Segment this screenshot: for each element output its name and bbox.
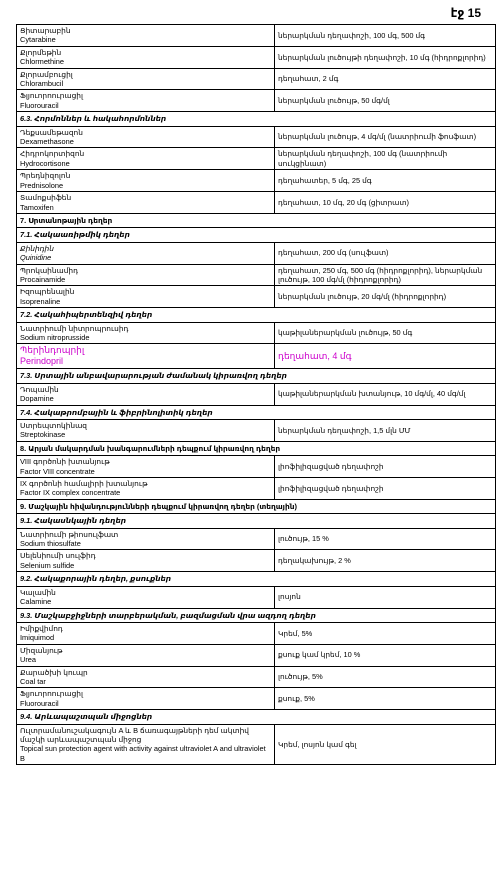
dosage-form-cell: դեղահատ, 250 մգ, 500 մգ (հիդրոքլորիդ), ներարկման լուծույթ, 100 մգ/մլ (հիդրոքլորիդ) bbox=[275, 264, 496, 286]
table-row bbox=[17, 344, 496, 369]
drug-name-english: Streptokinase bbox=[20, 430, 66, 440]
drug-name-english: Dexamethasone bbox=[20, 137, 74, 147]
drug-name-english: Tamoxifen bbox=[20, 202, 54, 212]
drug-name-armenian: Իմիքվիմոդ bbox=[20, 623, 63, 633]
table-row bbox=[17, 478, 496, 500]
drug-name-english: Dopamine bbox=[20, 394, 54, 404]
subsection-heading bbox=[17, 369, 496, 383]
section-title: 6.3. Հորմոններ և հակահորմոններ bbox=[17, 112, 496, 126]
drug-name-english: Calamine bbox=[20, 597, 52, 607]
drug-name-cell bbox=[17, 456, 275, 478]
dosage-form-cell: կաթիլաներարկման խտանյութ, 10 մգ/մլ, 40 մգ/մլ bbox=[275, 383, 496, 405]
subsection-heading bbox=[17, 514, 496, 528]
section-title: 9.3. Մաշկաբջիջների տարբերակման, բազմացման վրա ազդող դեղեր bbox=[17, 608, 496, 622]
drug-name-armenian: Քինիդին bbox=[20, 243, 54, 253]
table-row bbox=[17, 25, 496, 47]
subsection-heading bbox=[17, 308, 496, 322]
drug-name-cell bbox=[17, 586, 275, 608]
main-section-heading bbox=[17, 441, 496, 455]
table-row bbox=[17, 148, 496, 170]
section-title: 9.4. Արևապաշտպան միջոցներ bbox=[17, 710, 496, 724]
drug-name-english: Hydrocortisone bbox=[20, 158, 70, 168]
table-row bbox=[17, 622, 496, 644]
drug-name-cell bbox=[17, 666, 275, 688]
drug-name-english: Factor VIII concentrate bbox=[20, 466, 95, 476]
main-section-heading bbox=[17, 213, 496, 227]
drug-name-english: Imiquimod bbox=[20, 633, 55, 643]
main-section-heading bbox=[17, 499, 496, 513]
drug-name-cell bbox=[17, 688, 275, 710]
drug-name-cell bbox=[17, 242, 275, 264]
dosage-form-cell: ներարկման դեղափոշի, 1,5 մլն ՄՄ bbox=[275, 420, 496, 442]
drug-name-armenian: Պրոկաինամիդ bbox=[20, 265, 79, 275]
dosage-form-cell: քսուք, 5% bbox=[275, 688, 496, 710]
dosage-form-cell: դեղահատ, 200 մգ (սուլֆատ) bbox=[275, 242, 496, 264]
subsection-heading bbox=[17, 608, 496, 622]
dosage-form-cell: ներարկման լուծույթ, 4 մգ/մլ (նատրիումի ֆոսֆատ) bbox=[275, 126, 496, 148]
medicines-table bbox=[16, 24, 496, 765]
drug-name-armenian: Դեքսամեթազոն bbox=[20, 127, 83, 137]
table-row bbox=[17, 644, 496, 666]
dosage-form-cell: ներարկման լուծույթ, 20 մգ/մլ (հիդրոքլորիդ) bbox=[275, 286, 496, 308]
drug-name-cell bbox=[17, 420, 275, 442]
table-row bbox=[17, 688, 496, 710]
drug-name-cell bbox=[17, 344, 275, 369]
drug-name-cell bbox=[17, 478, 275, 500]
drug-name-armenian: IX գործոնի համալիրի խտանյութ bbox=[20, 479, 148, 489]
drug-name-armenian: Կալամին bbox=[20, 587, 56, 597]
subsection-heading bbox=[17, 228, 496, 242]
table-row bbox=[17, 586, 496, 608]
table-row bbox=[17, 550, 496, 572]
drug-name-cell bbox=[17, 286, 275, 308]
section-title: 9.2. Հակաքորային դեղեր, քսուքներ bbox=[17, 572, 496, 586]
drug-name-cell bbox=[17, 528, 275, 550]
dosage-form-cell: լիոֆիլիզացված դեղափոշի bbox=[275, 456, 496, 478]
drug-name-cell bbox=[17, 383, 275, 405]
table-row bbox=[17, 322, 496, 344]
drug-name-english: Fluorouracil bbox=[20, 698, 59, 708]
drug-name-armenian: Ցիտարաբին bbox=[20, 26, 71, 35]
drug-name-cell bbox=[17, 170, 275, 192]
section-title: 7.2. Հակահիպերտենզիվ դեղեր bbox=[17, 308, 496, 322]
dosage-form-cell: դեղահատ, 2 մգ bbox=[275, 68, 496, 90]
drug-name-cell bbox=[17, 724, 275, 765]
drug-name-armenian: Ուլտրամանուշակագույն A և B ճառագայթների դեմ ակտիվ մաշկի արևապաշտպան միջոց bbox=[20, 725, 249, 744]
drug-name-cell bbox=[17, 622, 275, 644]
dosage-form-cell: դեղահատ, 10 մգ, 20 մգ (ցիտրատ) bbox=[275, 192, 496, 214]
section-title: 9.1. Հակասնկային դեղեր bbox=[17, 514, 496, 528]
drug-name-english: Perindopril bbox=[20, 356, 64, 367]
dosage-form-cell: լուծույթ, 5% bbox=[275, 666, 496, 688]
drug-name-english: Prednisolone bbox=[20, 180, 64, 190]
drug-name-cell bbox=[17, 148, 275, 170]
subsection-heading bbox=[17, 405, 496, 419]
table-row bbox=[17, 264, 496, 286]
drug-name-armenian: Պրեդնիզոլոն bbox=[20, 171, 71, 181]
dosage-form-cell: լուծույթ, 15 % bbox=[275, 528, 496, 550]
dosage-form-cell: ներարկման դեղափոշի, 100 մգ, 500 մգ bbox=[275, 25, 496, 47]
dosage-form-cell: ներարկման լուծույթ, 50 մգ/մլ bbox=[275, 90, 496, 112]
drug-name-english: Isoprenaline bbox=[20, 296, 61, 306]
drug-name-armenian: Պերինդոպրիլ bbox=[20, 345, 85, 356]
table-row bbox=[17, 286, 496, 308]
drug-name-cell bbox=[17, 90, 275, 112]
drug-name-armenian: Քլորմեթին bbox=[20, 47, 62, 57]
drug-name-cell bbox=[17, 192, 275, 214]
drug-name-english: Coal tar bbox=[20, 676, 46, 686]
drug-name-armenian: Ֆլյուորոուրացիլ bbox=[20, 91, 83, 101]
table-row bbox=[17, 46, 496, 68]
drug-name-armenian: Նատրիումի թիոսուլֆատ bbox=[20, 529, 119, 539]
drug-name-armenian: Սելենիումի սուլֆիդ bbox=[20, 551, 96, 561]
dosage-form-cell: լիոֆիլիզացված դեղափոշի bbox=[275, 478, 496, 500]
drug-name-armenian: Ստրեպտոկինազ bbox=[20, 421, 87, 430]
table-row bbox=[17, 724, 496, 765]
drug-name-armenian: Քլորամբուցիլ bbox=[20, 69, 73, 79]
section-title: 9. Մաշկային հիվանդությունների դեպքում կիրառվող դեղեր (տեղային) bbox=[17, 499, 496, 513]
section-title: 7. Սրտանոթային դեղեր bbox=[17, 213, 496, 227]
drug-name-english: Selenium sulfide bbox=[20, 560, 75, 570]
drug-name-english: Urea bbox=[20, 655, 37, 665]
drug-name-english: Factor IX complex concentrate bbox=[20, 488, 121, 498]
dosage-form-cell: քսուք կամ կրեմ, 10 % bbox=[275, 644, 496, 666]
table-row bbox=[17, 126, 496, 148]
dosage-form-cell: լոսյոն bbox=[275, 586, 496, 608]
drug-name-cell bbox=[17, 264, 275, 286]
table-row bbox=[17, 90, 496, 112]
dosage-form-cell: Կրեմ, 5% bbox=[275, 622, 496, 644]
drug-name-cell bbox=[17, 126, 275, 148]
drug-name-armenian: Դոպամին bbox=[20, 384, 59, 394]
drug-name-armenian: Իզոպրենալին bbox=[20, 287, 75, 297]
page-number: էջ 15 bbox=[450, 6, 481, 20]
drug-name-english: Sodium thiosulfate bbox=[20, 539, 81, 549]
drug-name-cell bbox=[17, 550, 275, 572]
subsection-heading bbox=[17, 710, 496, 724]
drug-name-english: Chlorambucil bbox=[20, 79, 64, 89]
table-row bbox=[17, 456, 496, 478]
subsection-heading bbox=[17, 112, 496, 126]
drug-name-english: Cytarabine bbox=[20, 35, 56, 45]
drug-name-cell bbox=[17, 644, 275, 666]
drug-name-armenian: Քարածխի կուպր bbox=[20, 667, 88, 677]
drug-name-armenian: Նատրիումի նիտրոպրուսիդ bbox=[20, 323, 129, 333]
dosage-form-cell: դեղահատ, 4 մգ bbox=[275, 344, 496, 369]
dosage-form-cell: դեղակախույթ, 2 % bbox=[275, 550, 496, 572]
drug-name-armenian: Հիդրոկորտիզոն bbox=[20, 149, 85, 159]
drug-name-english: Fluorouracil bbox=[20, 100, 59, 110]
drug-name-english: Quinidine bbox=[20, 253, 52, 263]
table-row bbox=[17, 68, 496, 90]
drug-name-cell bbox=[17, 322, 275, 344]
drug-name-english: Sodium nitroprusside bbox=[20, 332, 90, 342]
dosage-form-cell: ներարկման լուծույթի դեղափոշի, 10 մգ (հիդրոքլորիդ) bbox=[275, 46, 496, 68]
table-row bbox=[17, 242, 496, 264]
dosage-form-cell: ներարկման դեղափոշի, 100 մգ (նատրիումի սուկցինատ) bbox=[275, 148, 496, 170]
table-row bbox=[17, 383, 496, 405]
dosage-form-cell: Կրեմ, լոսյոն կամ գել bbox=[275, 724, 496, 765]
section-title: 7.3. Սրտային անբավարարության ժամանակ կիրառվող դեղեր bbox=[17, 369, 496, 383]
drug-name-armenian: Միզանյութ bbox=[20, 645, 63, 655]
table-row bbox=[17, 666, 496, 688]
drug-name-cell bbox=[17, 25, 275, 47]
table-row bbox=[17, 192, 496, 214]
table-row bbox=[17, 420, 496, 442]
table-row bbox=[17, 170, 496, 192]
section-title: 7.1. Հակաառիթմիկ դեղեր bbox=[17, 228, 496, 242]
drug-name-english: Procainamide bbox=[20, 274, 66, 284]
drug-name-cell bbox=[17, 46, 275, 68]
medicines-table-body bbox=[17, 25, 496, 765]
table-row bbox=[17, 528, 496, 550]
section-title: 8. Արյան մակարդման խանգարումների դեպքում կիրառվող դեղեր bbox=[17, 441, 496, 455]
drug-name-english: Chlormethine bbox=[20, 57, 64, 67]
dosage-form-cell: կաթիլաներարկման լուծույթ, 50 մգ bbox=[275, 322, 496, 344]
dosage-form-cell: դեղահատեր, 5 մգ, 25 մգ bbox=[275, 170, 496, 192]
drug-name-english: Topical sun protection agent with activity against ultraviolet A and ultraviolet B bbox=[20, 744, 266, 763]
drug-name-armenian: VIII գործոնի խտանյութ bbox=[20, 457, 110, 467]
drug-name-armenian: Ֆլյուորոուրացիլ bbox=[20, 689, 83, 699]
section-title: 7.4. Հակաթրոմբային և ֆիբրինոլիտիկ դեղեր bbox=[17, 405, 496, 419]
drug-name-armenian: Տամոքսիֆեն bbox=[20, 193, 72, 203]
subsection-heading bbox=[17, 572, 496, 586]
drug-name-cell bbox=[17, 68, 275, 90]
